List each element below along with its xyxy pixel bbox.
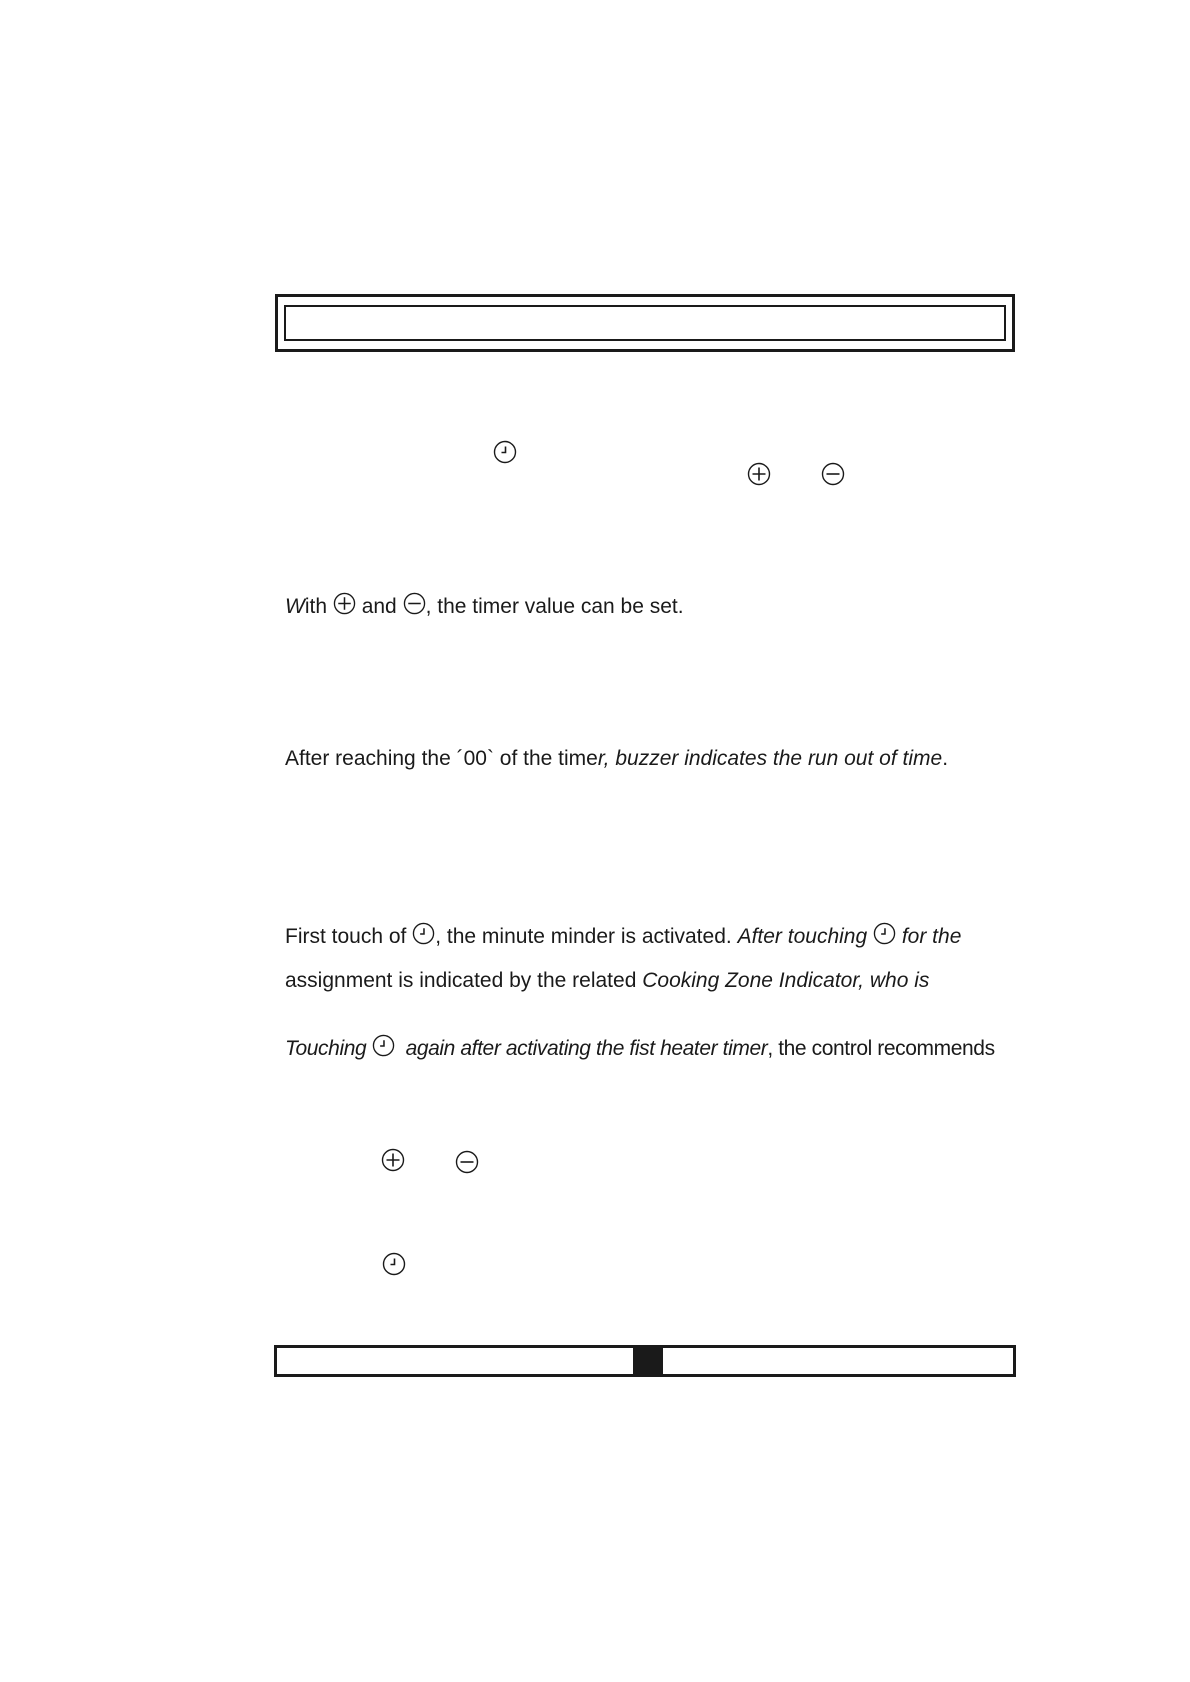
touching-again-italic-1: Touching — [285, 1037, 367, 1060]
section-header-inner-frame — [284, 305, 1006, 341]
timer-end-italic: r, buzzer indicates the run out of time — [597, 747, 943, 770]
timer-set-paragraph — [285, 592, 684, 620]
timer-end-period: . — [942, 747, 949, 770]
clock-icon — [382, 1252, 406, 1276]
minus-icon — [455, 1150, 479, 1174]
touching-again-normal: , the control recommends — [767, 1037, 995, 1060]
plus-icon — [381, 1148, 405, 1172]
timer-end-normal: After reaching the ´00` of the time — [285, 747, 598, 770]
clock-icon — [493, 440, 517, 464]
first-touch-italic-2: for the — [901, 925, 962, 948]
minus-icon — [821, 462, 845, 486]
assignment-paragraph — [285, 968, 929, 994]
first-touch-italic-1: After touching — [737, 925, 868, 948]
clock-icon — [412, 922, 435, 945]
timer-set-w: W — [285, 595, 305, 618]
plus-icon — [333, 592, 356, 615]
touching-again-italic-2: again after activating the fist heater timer — [405, 1037, 768, 1060]
timer-set-ith: ith — [304, 595, 328, 618]
page-footer-bar — [274, 1345, 1016, 1377]
touching-again-paragraph — [285, 1034, 995, 1062]
page-footer-marker — [633, 1345, 663, 1377]
first-touch-prefix: First touch of — [285, 925, 407, 948]
assignment-italic: Cooking Zone Indicator, who is — [642, 969, 930, 992]
timer-set-and: and — [361, 595, 397, 618]
section-header-frame — [275, 294, 1015, 352]
first-touch-paragraph — [285, 922, 961, 950]
timer-end-paragraph — [285, 746, 948, 772]
first-touch-middle: , the minute minder is activated. — [435, 925, 732, 948]
plus-icon — [747, 462, 771, 486]
clock-icon — [372, 1034, 395, 1057]
assignment-normal: assignment is indicated by the related — [285, 969, 637, 992]
timer-set-rest: , the timer value can be set. — [425, 595, 684, 618]
minus-icon — [403, 592, 426, 615]
clock-icon — [873, 922, 896, 945]
